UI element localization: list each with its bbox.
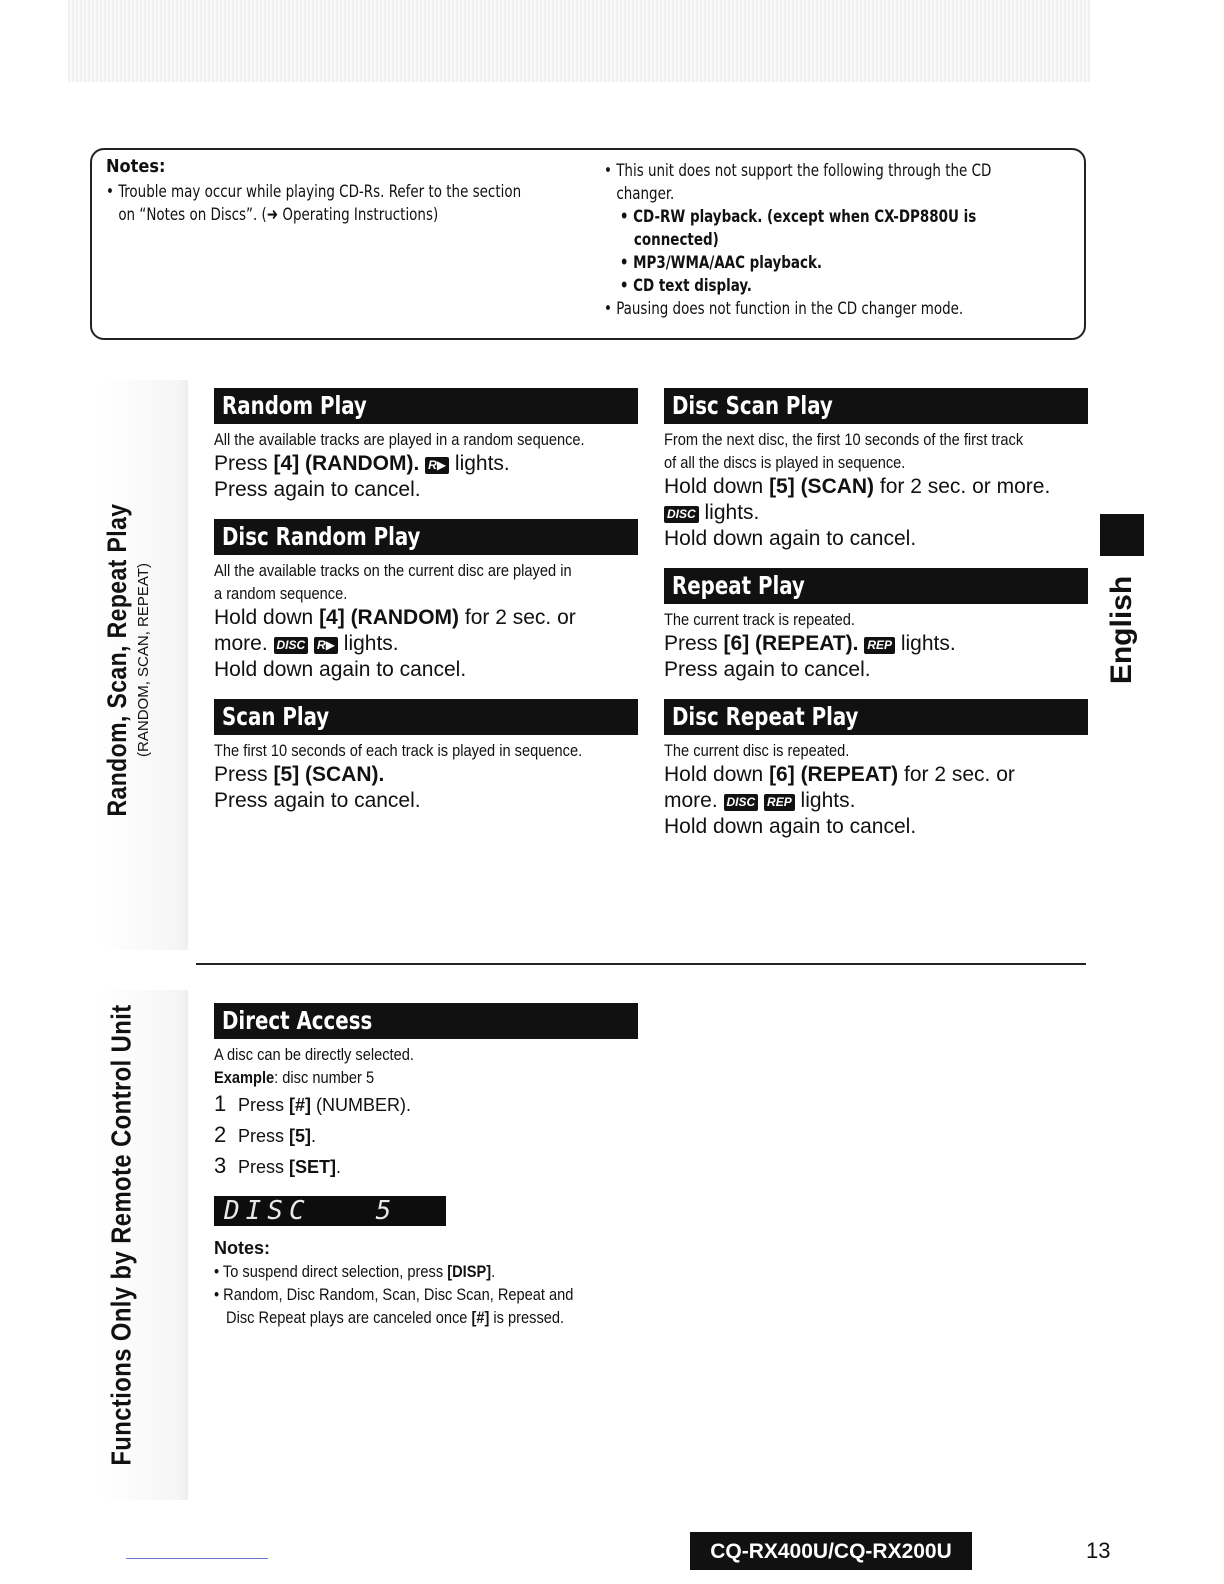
notes-right-column (604, 160, 1074, 321)
step-3: 3 Press [SET]. (214, 1153, 342, 1178)
disc-repeat-play-section (664, 699, 1088, 840)
note-line: • Trouble may occur while playing CD-Rs. Refer to the section (106, 182, 522, 202)
instruction-line: Press again to cancel. (664, 658, 871, 681)
section-description: All the available tracks on the current disc are played in (214, 561, 572, 580)
instruction-line: Press [6] (REPEAT). REP lights. (664, 632, 956, 655)
model-label: CQ-RX400U/CQ-RX200U (690, 1532, 972, 1570)
section-header: Scan Play (214, 699, 638, 735)
random-play-section (214, 388, 638, 503)
section-header: Disc Scan Play (664, 388, 1088, 424)
section-header: Repeat Play (664, 568, 1088, 604)
section-description: The current disc is repeated. (664, 741, 850, 760)
section-description: All the available tracks are played in a random sequence. (214, 430, 585, 449)
notes-box (90, 148, 1086, 340)
repeat-indicator-icon: REP (764, 794, 795, 811)
note-line: • Random, Disc Random, Scan, Disc Scan, Repeat and (214, 1285, 574, 1304)
notes-title: Notes: (214, 1238, 271, 1258)
section-description: of all the discs is played in sequence. (664, 453, 906, 472)
note-line: • Pausing does not function in the CD changer mode. (604, 299, 964, 319)
note-line: connected) (633, 230, 719, 250)
scan-play-section (214, 699, 638, 814)
section-description: A disc can be directly selected. (214, 1045, 414, 1064)
section-header: Disc Random Play (214, 519, 638, 555)
section-description: The current track is repeated. (664, 610, 855, 629)
instruction-line: Press again to cancel. (214, 789, 421, 812)
section-header: Direct Access (214, 1003, 638, 1039)
section-description: a random sequence. (214, 584, 348, 603)
section-header: Random Play (214, 388, 638, 424)
right-column (664, 388, 1088, 856)
side-tab-subtitle: (RANDOM, SCAN, REPEAT) (135, 563, 152, 757)
step-1: 1 Press [#] (NUMBER). (214, 1091, 412, 1116)
step-2: 2 Press [5]. (214, 1122, 317, 1147)
lcd-display: DISC 5 (214, 1196, 446, 1226)
direct-access-section (214, 1003, 638, 1329)
note-line: • MP3/WMA/AAC playback. (619, 253, 823, 273)
english-label: English (1105, 575, 1138, 685)
english-tab (1082, 575, 1162, 685)
instruction-line: Hold down again to cancel. (664, 527, 917, 550)
instruction-line: Hold down [5] (SCAN) for 2 sec. or more. (664, 475, 1051, 498)
left-column (214, 388, 638, 830)
instruction-line: Hold down [4] (RANDOM) for 2 sec. or (214, 606, 576, 629)
disc-indicator-icon: DISC (664, 506, 699, 523)
section-divider (196, 963, 1086, 965)
example-line: Example: disc number 5 (214, 1068, 375, 1087)
instruction-line: more. DISC R▶ lights. (214, 632, 399, 655)
notes-title: Notes: (106, 156, 166, 177)
footer-rule (126, 1558, 268, 1559)
random-indicator-icon: R▶ (425, 457, 449, 474)
instruction-line: Press [5] (SCAN). (214, 763, 385, 786)
note-line: • To suspend direct selection, press [DISP]. (214, 1262, 496, 1281)
section-header: Disc Repeat Play (664, 699, 1088, 735)
note-line: • CD text display. (619, 276, 752, 296)
instruction-line: Hold down again to cancel. (664, 815, 917, 838)
instruction-line: DISC lights. (664, 500, 1088, 526)
note-line: • This unit does not support the following through the CD (604, 161, 992, 181)
instruction-line: Hold down [6] (REPEAT) for 2 sec. or (664, 763, 1015, 786)
note-line: Disc Repeat plays are canceled once [#] is pressed. (226, 1308, 565, 1327)
disc-indicator-icon: DISC (724, 794, 759, 811)
instruction-line: Press again to cancel. (214, 478, 421, 501)
instruction-line: more. DISC REP lights. (664, 789, 856, 812)
side-tab-title: Random, Scan, Repeat Play (102, 503, 132, 817)
note-line: • CD-RW playback. (except when CX-DP880U is (619, 207, 977, 227)
repeat-indicator-icon: REP (864, 637, 895, 654)
top-scan-band (68, 0, 1090, 82)
disc-indicator-icon: DISC (274, 637, 309, 654)
english-tab-marker (1100, 514, 1144, 556)
side-tab-title: Functions Only by Remote Control Unit (105, 1004, 137, 1466)
notes-left-column (106, 156, 586, 227)
random-indicator-icon: R▶ (314, 637, 338, 654)
side-tab-bottom (76, 990, 166, 1480)
section-description: From the next disc, the first 10 seconds of the first track (664, 430, 1024, 449)
side-tab-top (82, 480, 172, 840)
note-line: on “Notes on Discs”. (➜ Operating Instructions) (118, 205, 439, 225)
disc-random-play-section (214, 519, 638, 683)
disc-scan-play-section (664, 388, 1088, 552)
repeat-play-section (664, 568, 1088, 683)
note-line: changer. (616, 184, 675, 204)
instruction-line: Hold down again to cancel. (214, 658, 467, 681)
instruction-line: Press [4] (RANDOM). R▶ lights. (214, 452, 510, 475)
page-number: 13 (1086, 1538, 1111, 1563)
section-description: The first 10 seconds of each track is played in sequence. (214, 741, 583, 760)
